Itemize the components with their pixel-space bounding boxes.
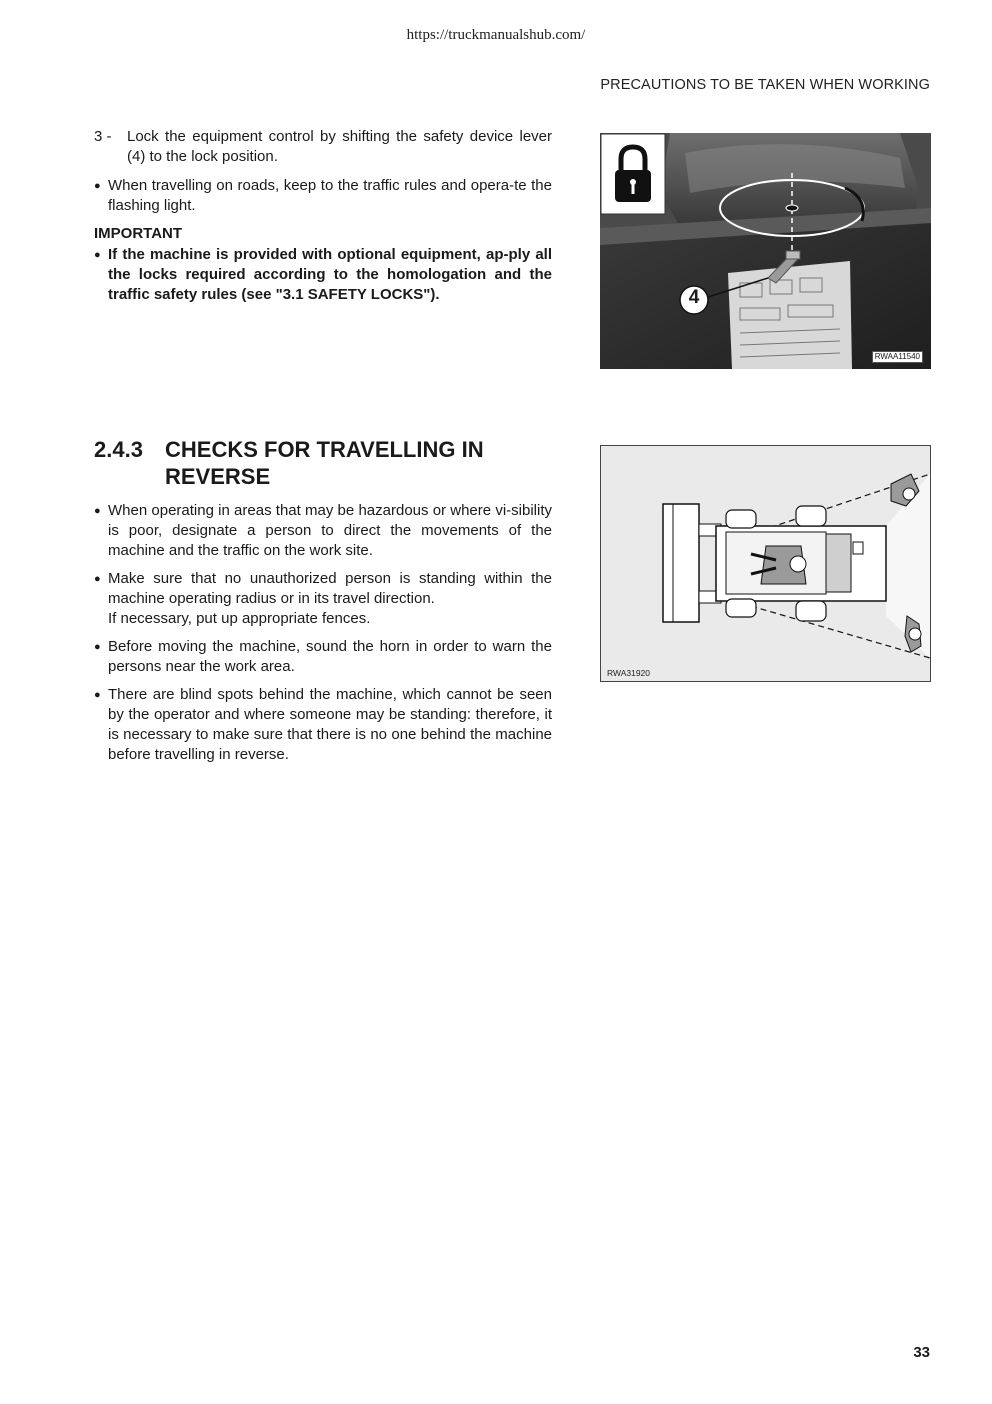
important-label: IMPORTANT xyxy=(94,225,183,242)
bullet-icon: ● xyxy=(94,689,101,701)
list-item xyxy=(94,501,552,561)
callout-4: 4 xyxy=(688,287,700,308)
list-item xyxy=(94,685,552,765)
blind-spot-figure xyxy=(600,445,931,682)
section-title: CHECKS FOR TRAVELLING IN REVERSE xyxy=(165,437,484,489)
section-heading xyxy=(94,436,564,490)
step-text: Lock the equipment control by shifting the safety device lever (4) to the lock position. xyxy=(127,128,552,165)
blind-spot-diagram xyxy=(601,446,930,681)
step-3 xyxy=(94,127,552,167)
bullet-text: There are blind spots behind the machine, which cannot be seen by the operator and where someone may be standing: therefore, it is necessary to make sure that there is no one behind the machine before travelling in reverse. xyxy=(108,686,552,763)
section-2-text xyxy=(94,501,552,773)
bullet-icon: ● xyxy=(94,249,101,261)
bullet-icon: ● xyxy=(94,573,101,585)
important-text: If the machine is provided with optional equipment, ap-ply all the locks required according to the homologation and the traffic safety rules (see "3.1 SAFETY LOCKS"). xyxy=(108,246,552,303)
bullet-icon: ● xyxy=(94,180,101,192)
bullet-text: When travelling on roads, keep to the traffic rules and opera-te the flashing light. xyxy=(108,177,552,214)
list-item xyxy=(94,176,552,216)
bullet-text xyxy=(108,569,552,629)
running-head: PRECAUTIONS TO BE TAKEN WHEN WORKING xyxy=(600,77,930,93)
step-number: 3 - xyxy=(94,128,112,145)
bullet-text: When operating in areas that may be hazardous or where vi-sibility is poor, designate a person to direct the movements of the machine and the traffic on the work site. xyxy=(108,502,552,559)
bullet-text-main: Make sure that no unauthorized person is standing within the machine operating radius or in its travel direction. xyxy=(108,570,552,607)
bullet-text: Before moving the machine, sound the horn in order to warn the persons near the work area. xyxy=(108,638,552,675)
section-1-text xyxy=(94,127,552,313)
safety-lever-photo xyxy=(600,133,931,369)
figure-code: RWA31920 xyxy=(607,668,650,678)
safety-lever-figure xyxy=(600,133,931,369)
figure-code: RWAA11540 xyxy=(872,351,923,363)
source-url[interactable]: https://truckmanualshub.com/ xyxy=(406,27,586,43)
bullet-text-extra: If necessary, put up appropriate fences. xyxy=(108,610,371,627)
list-item xyxy=(94,637,552,677)
important-item xyxy=(94,245,552,305)
bullet-icon: ● xyxy=(94,641,101,653)
bullet-icon: ● xyxy=(94,505,101,517)
page-number: 33 xyxy=(913,1344,930,1361)
section-number: 2.4.3 xyxy=(94,437,143,462)
list-item xyxy=(94,569,552,629)
